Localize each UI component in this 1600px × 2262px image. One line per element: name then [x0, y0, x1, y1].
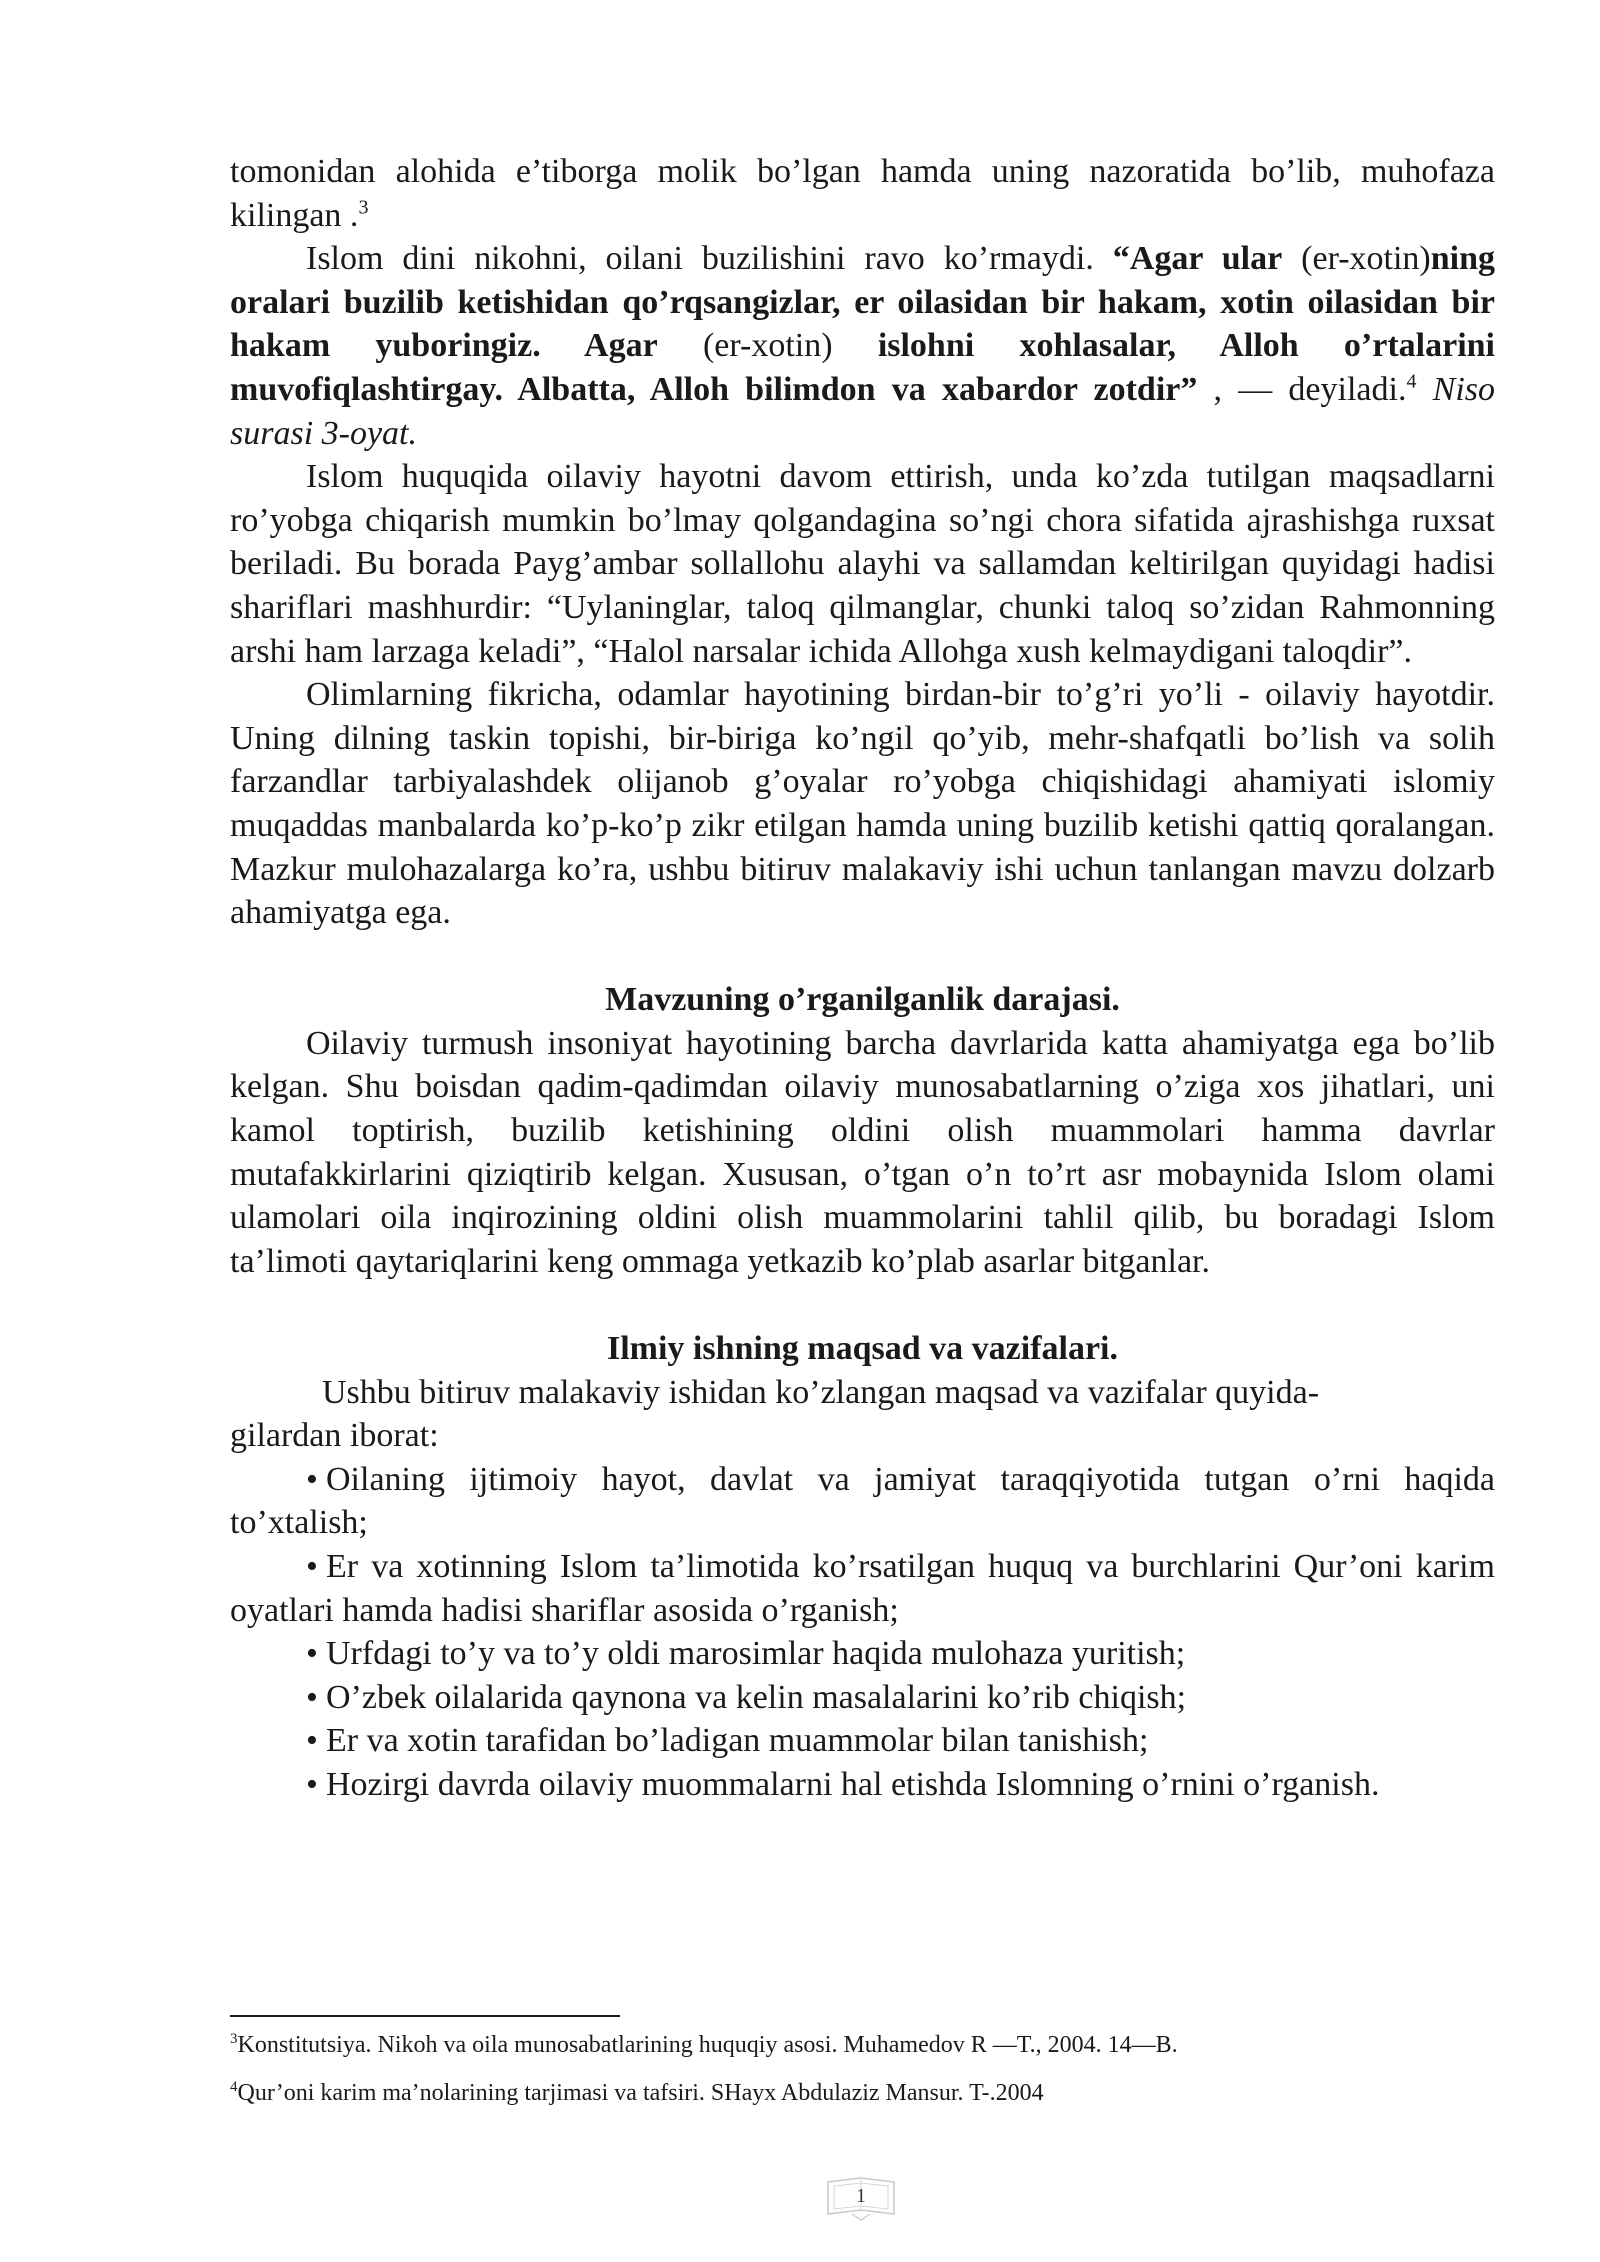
- list-item: • Er va xotin tarafidan bo’ladigan muammolar bilan tanishish;: [230, 1719, 1495, 1763]
- footnote-ref-3: 3: [358, 196, 369, 219]
- list-item: • Oilaning ijtimoiy hayot, davlat va jamiyat taraqqiyotida tutgan o’rni haqida to’xtalish;: [230, 1458, 1495, 1545]
- footnotes: [230, 2030, 1495, 2126]
- goals-list: [230, 1458, 1495, 1807]
- bullet-icon: •: [306, 1460, 318, 1498]
- footnote-ref-4: 4: [1406, 370, 1417, 393]
- list-item: • Er va xotinning Islom ta’limotida ko’rsatilgan huquq va burchlarini Qur’oni karim oyatlari hamda hadisi shariflar asosida o’rganish;: [230, 1545, 1495, 1632]
- list-item: • Urfdagi to’y va to’y oldi marosimlar haqida mulohaza yuritish;: [230, 1632, 1495, 1676]
- bullet-icon: •: [306, 1548, 318, 1585]
- bullet-icon: •: [306, 1765, 318, 1803]
- bullet-icon: •: [306, 1678, 318, 1716]
- list-item: • O’zbek oilalarida qaynona va kelin masalalarini ko’rib chiqish;: [230, 1676, 1495, 1720]
- list-item: • Hozirgi davrda oilaviy muommalarni hal etishda Islomning o’rnini o’rganish.: [230, 1763, 1495, 1807]
- paragraph-study-level: Oilaviy turmush insoniyat hayotining barcha davrlarida katta ahamiyatga ega bo’lib kelgan. Shu boisdan qadim-qadimdan oilaviy munosabatlarning o’ziga xos jihatlari, uni kamol toptirish, buzilib ketishining oldini olish muammolari hamma davrlar mutafakkirlarini qiziqtirib kelgan. Xususan, o’tgan o’n to’rt asr mobaynida Islom olami ulamolari oila inqirozining oldini olish muammolarini tahlil qilib, bu boradagi Islom ta’limoti qaytariqlarini keng ommaga yetkazib ko’plab asarlar bitganlar.: [230, 1024, 1495, 1280]
- footnote-4: $^4$Qur’oni karim ma’nolarining tarjimasi va tafsiri. SHayx Abdulaziz Mansur. T-.2004: [230, 2079, 1044, 2106]
- paragraph-quran-quote: Islom dini nikohni, oilani buzilishini ravo ko’rmaydi. “Agar ular (er-xotin)ning oralari buzilib ketishidan qo’rqsangizlar, er oilasidan bir hakam, xotin oilasidan bir hakam yuboringiz. Agar (er-xotin) islohni xohlasalar, Alloh o’rtalarini muvofiqlashtirgay. Albatta, Alloh bilimdon va xabardor zotdir” , — deyiladi.$^4$ Niso surasi 3-oyat.: [230, 240, 1496, 452]
- paragraph-divorce: Islom huquqida oilaviy hayotni davom ettirish, unda ko’zda tutilgan maqsadlarni ro’yobga chiqarish mumkin bo’lmay qolgandagina so’ngi chora sifatida ajrashishga ruxsat beriladi. Bu borada Payg’ambar sollallohu alayhi va sallamdan keltirilgan quyidagi hadisi shariflari mashhurdir: “Uylaninglar, taloq qilmanglar, chunki taloq so’zidan Rahmonning arshi ham larzaga keladi”, “Halol narsalar ichida Allohga xush kelmaydigani taloqdir”.: [230, 458, 1495, 670]
- footnote-3: $^3$Konstitutsiya. Nikoh va oila munosabatlarining huquqiy asosi. Muhamedov R —T., 2004. 14—B.: [230, 2031, 1178, 2058]
- section-heading-goals: Ilmiy ishning maqsad va vazifalari.: [606, 1330, 1118, 1368]
- bullet-icon: •: [306, 1635, 318, 1673]
- document-body: [230, 150, 1495, 1807]
- paragraph-scholars: Olimlarning fikricha, odamlar hayotining birdan-bir to’g’ri yo’li - oilaviy hayotdir. Uning dilning taskin topishi, bir-biriga ko’ngil qo’yib, mehr-shafqatli bo’lish va solih farzandlar tarbiyalashdek olijanob g’oyalar ro’yobga chiqishidagi ahamiyati islomiy muqaddas manbalarda ko’p-ko’p zikr etilgan hamda uning buzilib ketishi qattiq qoralangan. Mazkur mulohazalarga ko’ra, ushbu bitiruv malakaviy ishi uchun tanlangan mavzu dolzarb ahamiyatga ega.: [230, 676, 1495, 932]
- footnote-separator: [230, 2015, 620, 2017]
- paragraph-continuation: tomonidan alohida e’tiborga molik bo’lgan hamda uning nazoratida bo’lib, muhofaza kilingan .$^3$: [230, 153, 1495, 234]
- bullet-icon: •: [306, 1722, 318, 1760]
- page-number: 1: [856, 2184, 866, 2207]
- section-heading-study-level: Mavzuning o’rganilganlik darajasi.: [605, 981, 1120, 1019]
- paragraph-goals-intro: Ushbu bitiruv malakaviy ishidan ko’zlangan maqsad va vazifalar quyida- gilardan iborat:: [230, 1373, 1320, 1455]
- page-number-badge: [822, 2168, 900, 2224]
